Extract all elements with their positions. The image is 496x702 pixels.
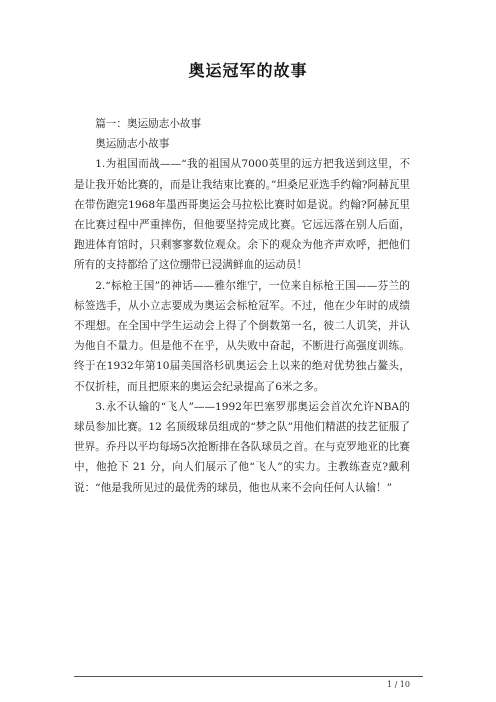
sub-heading: 奥运励志小故事	[95, 138, 170, 151]
paragraph: 2.“标枪王国”的神话——雅尔维宁，一位来自标枪王国——芬兰的标签选手，从小立志要成为奥运会标枪冠军。不过，他在少年时的成绩不理想。在全国中学生运动会上得了个倒数第一名，彼二人讥笑，并认为他自不量力。但是他不在乎，从失败中奋起，不断进行高强度训练。终于在1932年第10届美国洛杉矶奥运会上以来的绝对优势独占鳌头，不仅折桂，而且把原来的奥运会纪录提高了6米之多。	[74, 279, 410, 393]
paragraph: 1.为祖国而战——“我的祖国从7000英里的远方把我送到这里，不是让我开始比赛的，而是让我结束比赛的。”坦桑尼亚选手约翰?阿赫瓦里在带伤跑完1968年墨西哥奥运会马拉松比赛时如是说。约翰?阿赫瓦里在比赛过程中严重摔伤，但他要坚持完成比赛。它远远落在别人后面，跑进体育馆时，只剩寥寥数位观众。余下的观众为他齐声欢呼，把他们所有的支持都给了这位绷带已浸满鲜血的运动员！	[74, 158, 410, 272]
document-title: 奥运冠军的故事	[188, 61, 308, 80]
section-heading: 篇一：奥运励志小故事	[95, 118, 202, 130]
page-number: 1 / 10	[386, 680, 410, 689]
footer-divider	[74, 676, 423, 677]
paragraph: 3.永不认输的“飞人”——1992年巴塞罗那奥运会首次允许NBA的球员参加比赛。12 名顶级球员组成的“梦之队”用他们精湛的技艺征服了世界。乔丹以平均每场5次抢断排在各队球员之首。在与克罗地亚的比赛中，他抢下 21 分，向人们展示了他“飞人”的实力。主教练查克?戴利说：“他是我所见过的最优秀的球员，他也从来不会向任何人认输！”	[74, 400, 410, 494]
document-body	[74, 114, 410, 498]
